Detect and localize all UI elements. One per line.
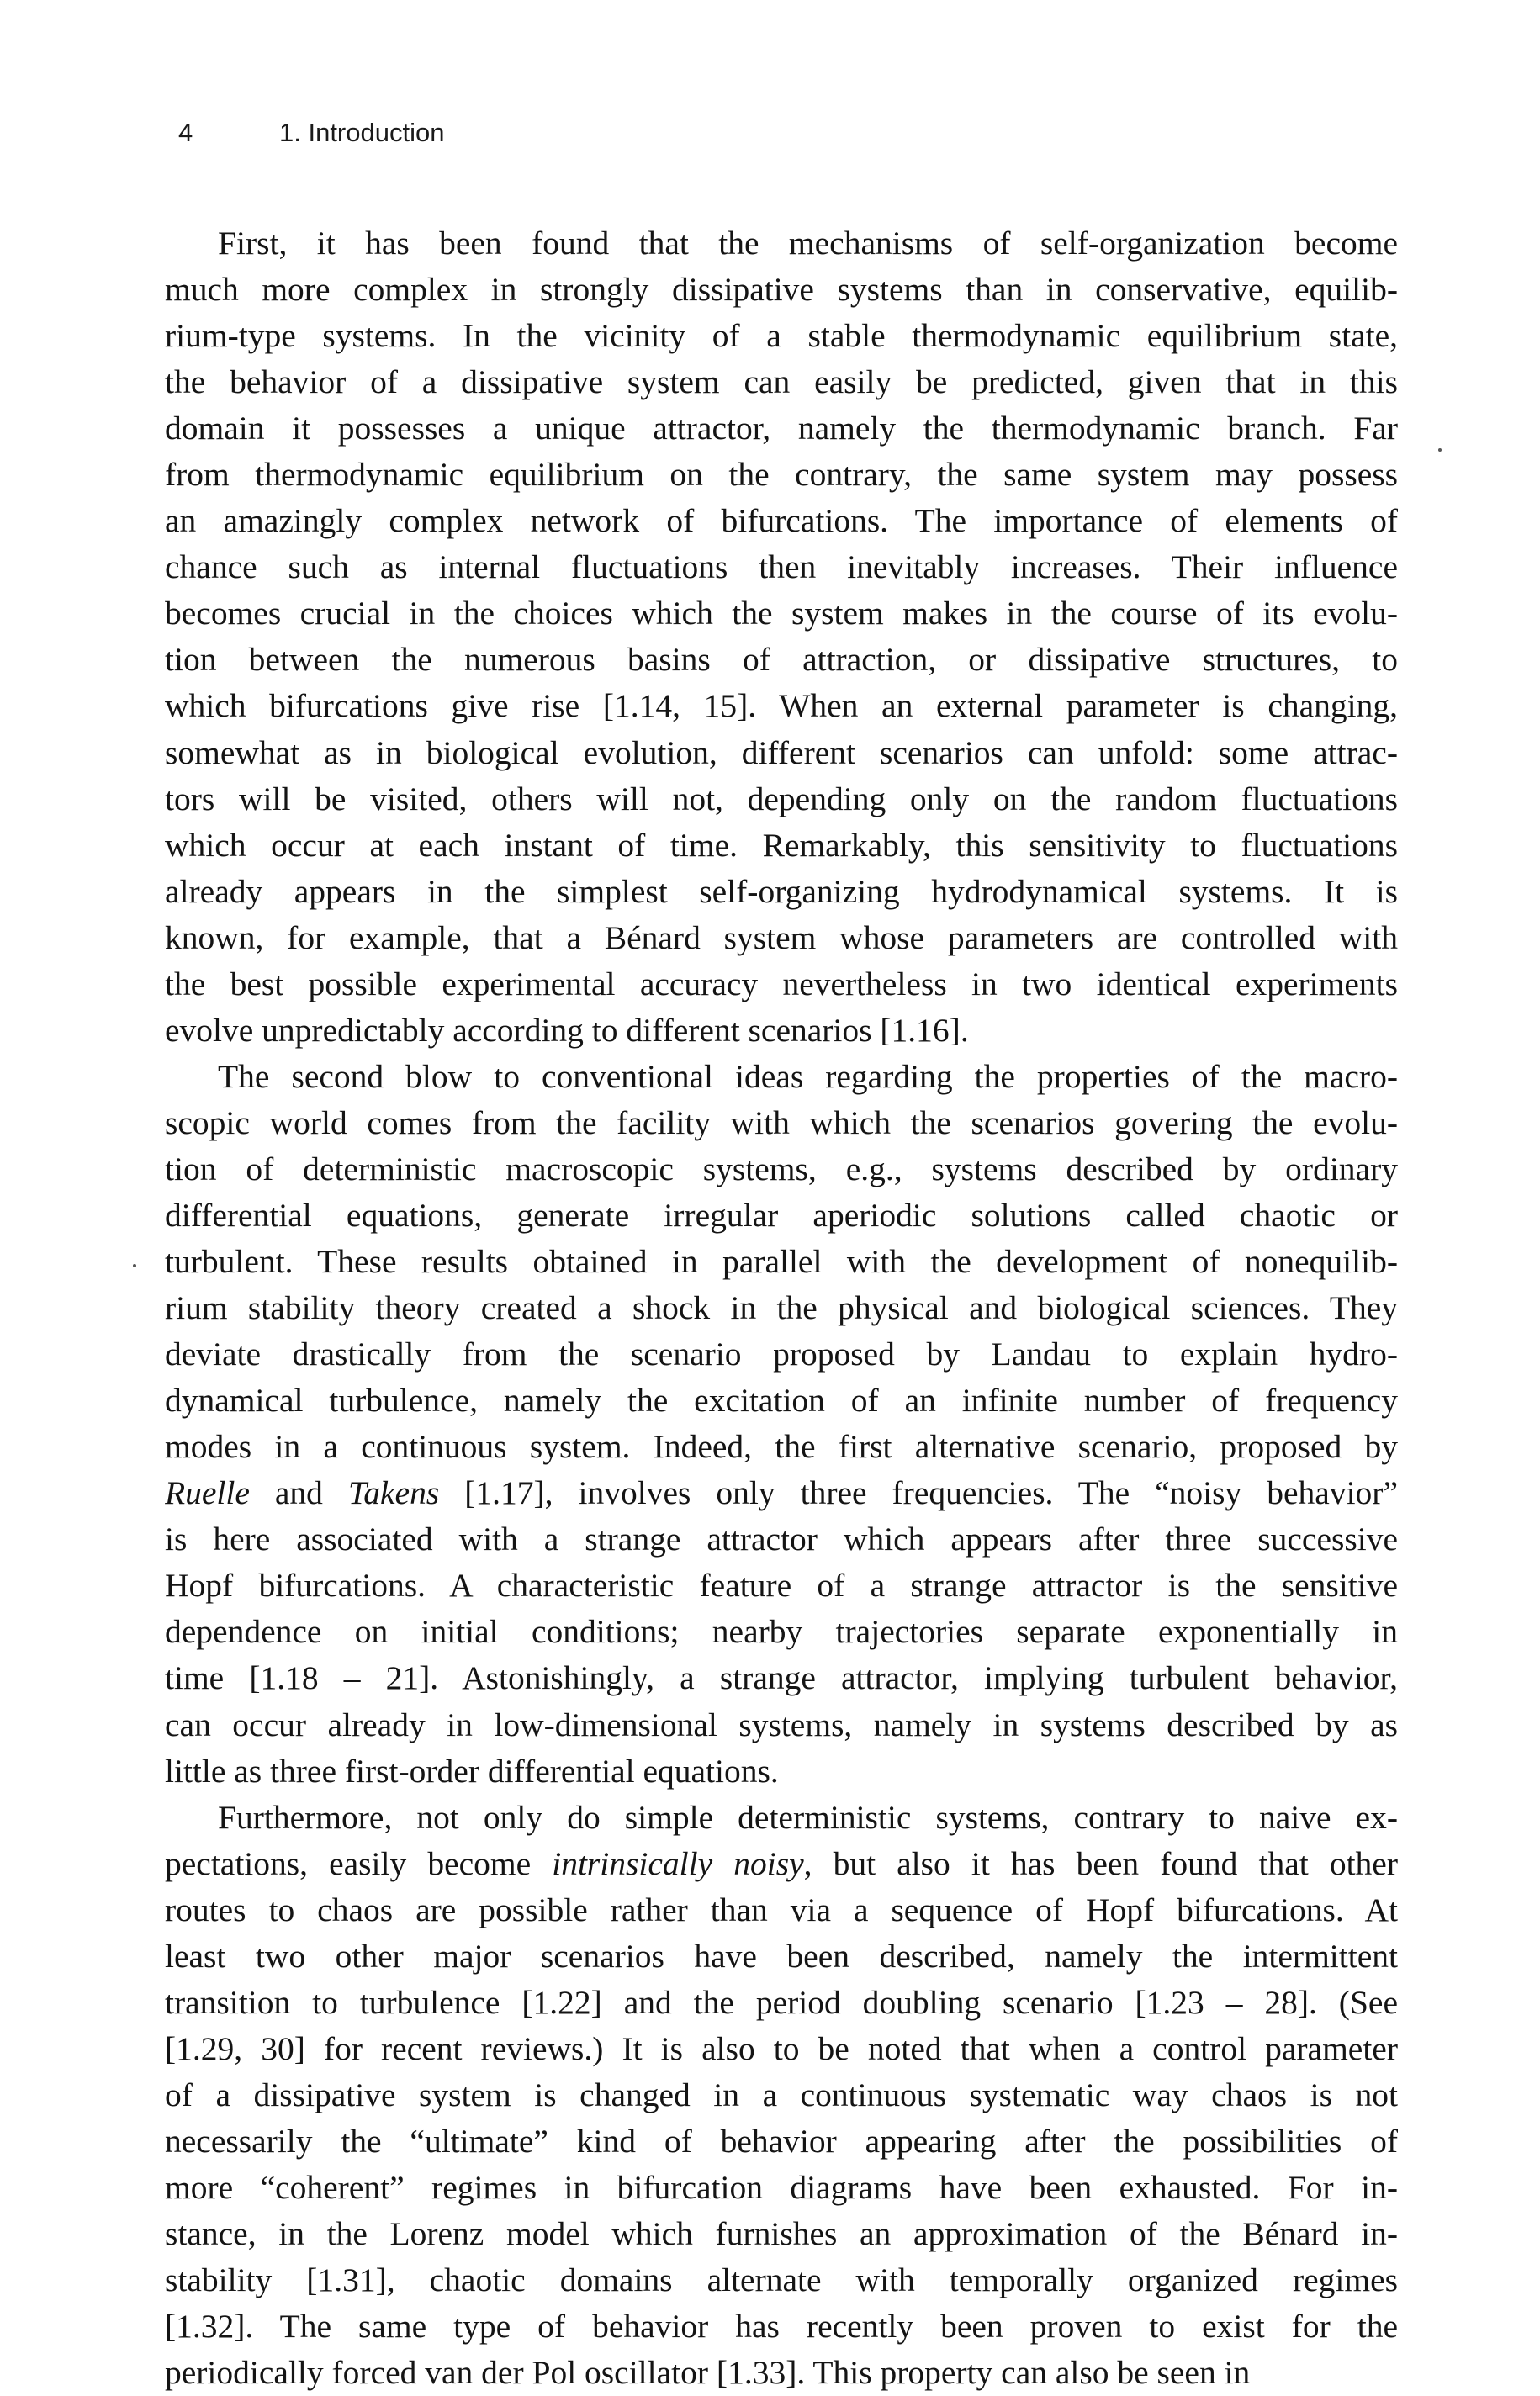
text-line: First, it has been found that the mechanisms of self-organization become: [218, 225, 1398, 262]
text-line: time [1.18 – 21]. Astonishingly, a strange attractor, implying turbulent behavior,: [165, 1659, 1398, 1697]
text-line: more “coherent” regimes in bifurcation diagrams have been exhausted. For in-: [165, 2168, 1398, 2206]
text-line: chance such as internal fluctuations then inevitably increases. Their influence: [165, 548, 1398, 586]
text-line: domain it possesses a unique attractor, namely the thermodynamic branch. Far: [165, 410, 1398, 447]
text-line: Furthermore, not only do simple deterministic systems, contrary to naive ex-: [218, 1798, 1398, 1836]
text-line: which occur at each instant of time. Remarkably, this sensitivity to fluctuations: [165, 826, 1398, 864]
text-line: somewhat as in biological evolution, different scenarios can unfold: some attrac-: [165, 733, 1398, 771]
paragraph-2: [165, 1054, 1398, 1795]
margin-speck-left: [133, 1264, 136, 1267]
text-line: rium stability theory created a shock in the physical and biological sciences. They: [165, 1289, 1398, 1327]
body-text: [165, 220, 1398, 2396]
emphasis: Takens: [347, 1474, 440, 1512]
text-line: modes in a continuous system. Indeed, the first alternative scenario, proposed by: [165, 1428, 1398, 1466]
text-line: already appears in the simplest self-organizing hydrodynamical systems. It is: [165, 872, 1398, 910]
text-line: the best possible experimental accuracy nevertheless in two identical experiments: [165, 965, 1398, 1002]
text-line: turbulent. These results obtained in parallel with the development of nonequilib-: [165, 1243, 1398, 1281]
text-line: deviate drastically from the scenario proposed by Landau to explain hydro-: [165, 1336, 1398, 1373]
text-line: The second blow to conventional ideas regarding the properties of the macro-: [218, 1057, 1398, 1095]
emphasis: intrinsically noisy: [552, 1844, 804, 1882]
margin-speck-right: [1438, 448, 1442, 452]
text-line: an amazingly complex network of bifurcations. The importance of elements of: [165, 502, 1398, 540]
text-line: [1.29, 30] for recent reviews.) It is also to be noted that when a control parameter: [165, 2029, 1398, 2067]
text-line: dynamical turbulence, namely the excitation of an infinite number of frequency: [165, 1382, 1398, 1420]
text-line: from thermodynamic equilibrium on the contrary, the same system may possess: [165, 456, 1398, 494]
text-line: can occur already in low-dimensional systems, namely in systems described by as: [165, 1706, 1398, 1743]
text-line: necessarily the “ultimate” kind of behavior appearing after the possibilities of: [165, 2122, 1398, 2160]
text-line: scopic world comes from the facility with which the scenarios govering the evolu-: [165, 1103, 1398, 1141]
text-line: which bifurcations give rise [1.14, 15]. When an external parameter is changing,: [165, 687, 1398, 725]
text-line: Ruelle and Takens [1.17], involves only three frequencies. The “noisy behavior”: [165, 1474, 1398, 1512]
text-line: stability [1.31], chaotic domains alternate with temporally organized regimes: [165, 2261, 1398, 2299]
text-line: of a dissipative system is changed in a continuous systematic way chaos is not: [165, 2076, 1398, 2113]
text-line: little as three first-order differential equations.: [165, 1752, 779, 1790]
text-line: [1.32]. The same type of behavior has recently been proven to exist for the: [165, 2308, 1398, 2346]
text-line: known, for example, that a Bénard system whose parameters are controlled with: [165, 918, 1398, 956]
text-line: differential equations, generate irregular aperiodic solutions called chaotic or: [165, 1196, 1398, 1234]
text-line: evolve unpredictably according to different scenarios [1.16].: [165, 1011, 969, 1049]
paragraph-3: [165, 1795, 1398, 2396]
text-line: pectations, easily become intrinsically noisy, but also it has been found that other: [165, 1844, 1398, 1882]
text-line: dependence on initial conditions; nearby trajectories separate exponentially in: [165, 1613, 1398, 1651]
text-line: much more complex in strongly dissipative systems than in conservative, equilib-: [165, 271, 1398, 309]
text-line: the behavior of a dissipative system can easily be predicted, given that in this: [165, 363, 1398, 401]
text-line: tion between the numerous basins of attraction, or dissipative structures, to: [165, 641, 1398, 679]
text-line: is here associated with a strange attractor which appears after three successive: [165, 1521, 1398, 1558]
text-line: tors will be visited, others will not, depending only on the random fluctuations: [165, 780, 1398, 817]
text-line: least two other major scenarios have been described, namely the intermittent: [165, 1937, 1398, 1975]
running-head: [178, 109, 851, 156]
text-line: tion of deterministic macroscopic systems, e.g., systems described by ordinary: [165, 1150, 1398, 1187]
paragraph-1: [165, 220, 1398, 1054]
page-number: 4: [178, 118, 193, 147]
text-line: rium-type systems. In the vicinity of a stable thermodynamic equilibrium state,: [165, 317, 1398, 355]
text-line: transition to turbulence [1.22] and the period doubling scenario [1.23 – 28]. (See: [165, 1983, 1398, 2021]
text-line: becomes crucial in the choices which the system makes in the course of its evolu-: [165, 595, 1398, 632]
emphasis: Ruelle: [165, 1474, 250, 1512]
text-line: stance, in the Lorenz model which furnishes an approximation of the Bénard in-: [165, 2215, 1398, 2253]
text-line: routes to chaos are possible rather than via a sequence of Hopf bifurcations. At: [165, 1891, 1398, 1928]
text-line: Hopf bifurcations. A characteristic feature of a strange attractor is the sensitive: [165, 1567, 1398, 1605]
text-line: periodically forced van der Pol oscillator [1.33]. This property can also be seen in: [165, 2354, 1251, 2392]
chapter-title: 1. Introduction: [279, 118, 445, 147]
